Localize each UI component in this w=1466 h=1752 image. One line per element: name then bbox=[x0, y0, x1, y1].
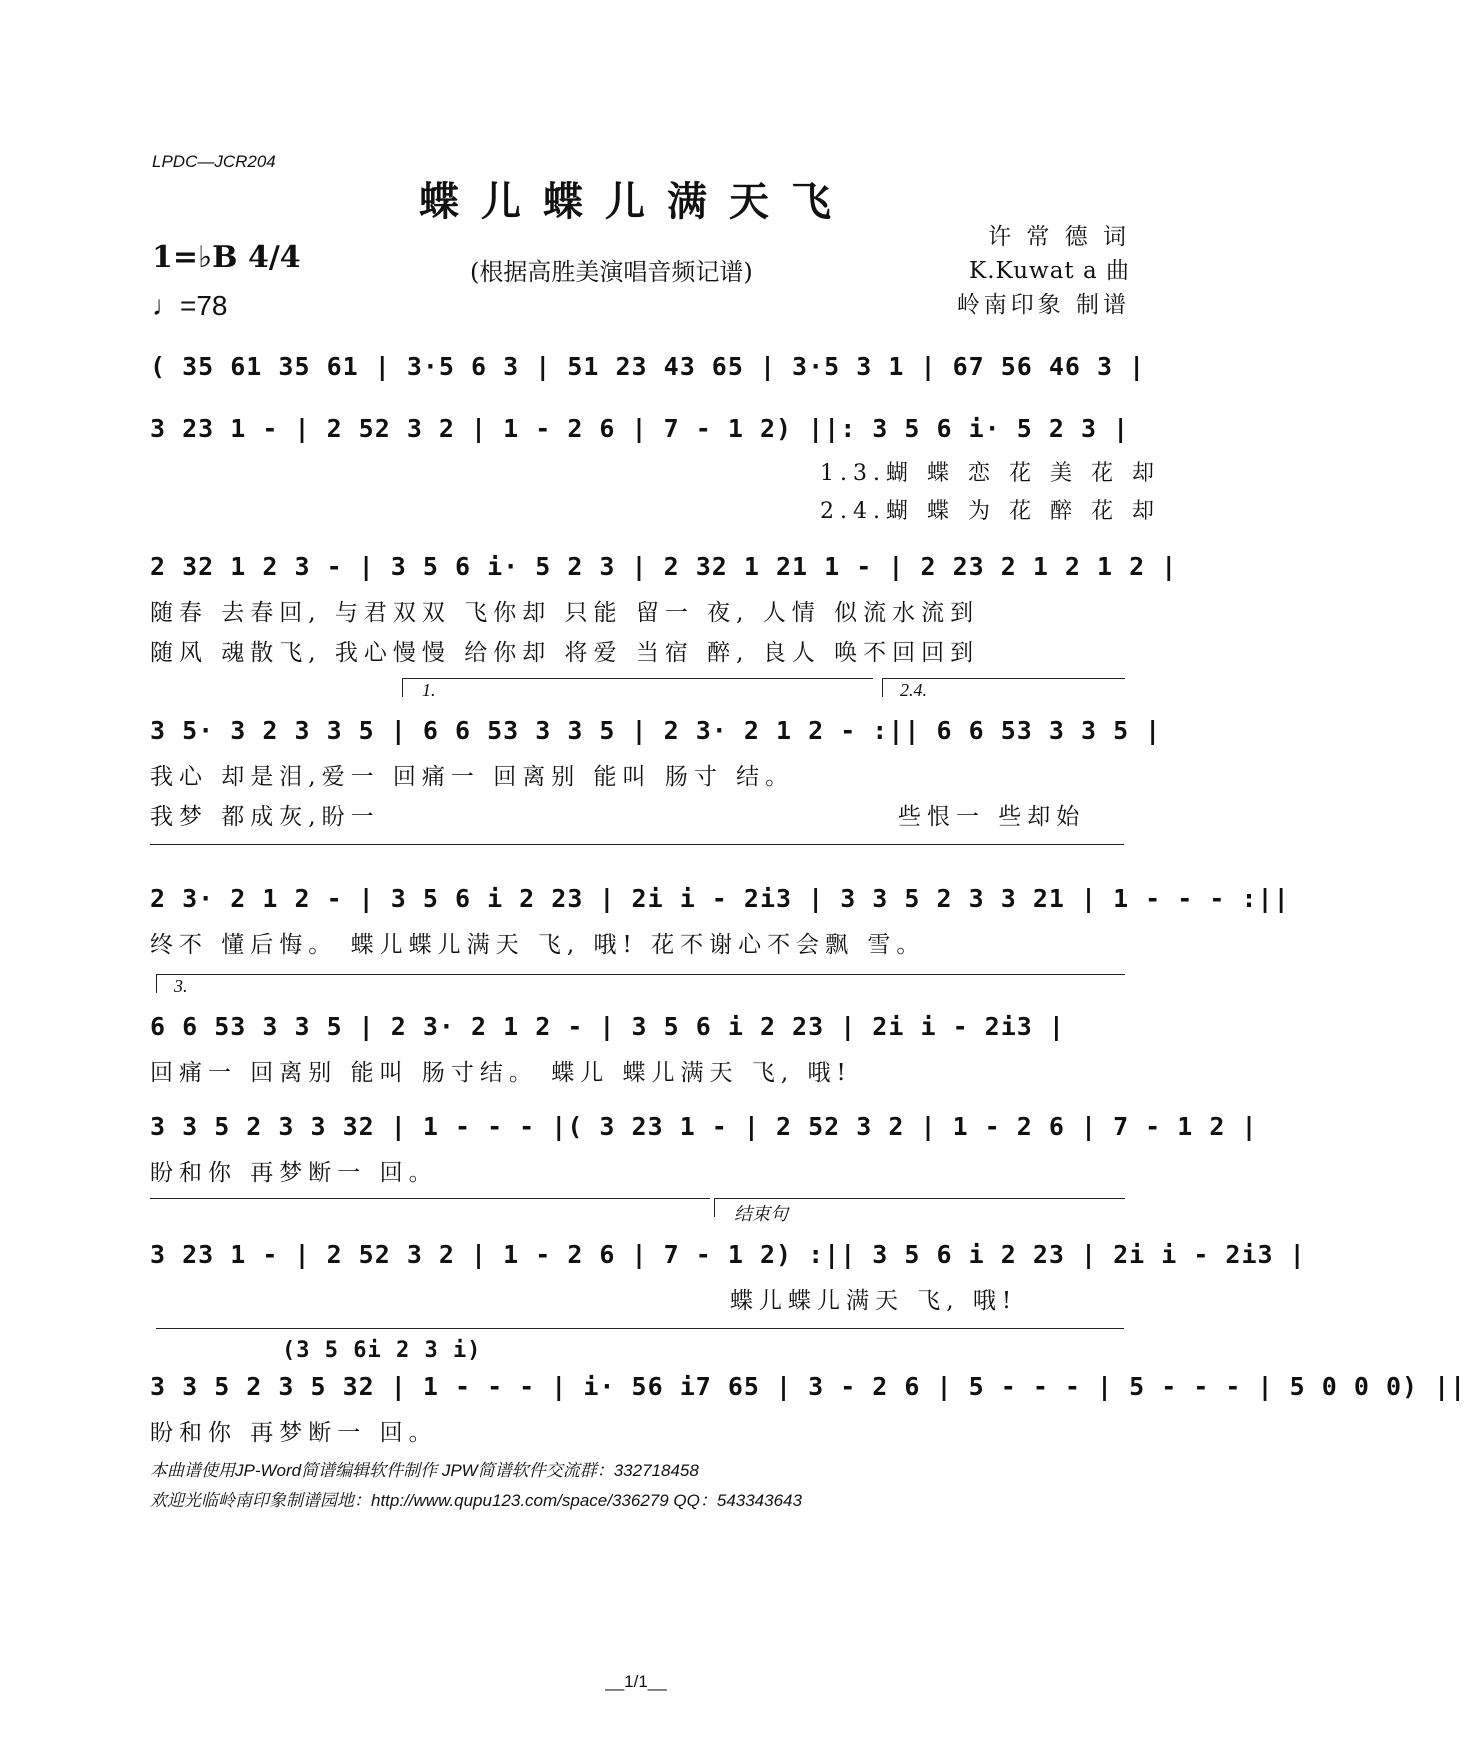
tempo-marking: ♩=78 bbox=[152, 290, 228, 321]
lyric-line-3a: 随春 去春回, 与君双双 飞你却 只能 留一 夜, 人情 似流水流到 bbox=[150, 600, 980, 626]
volta-bracket-1 bbox=[402, 678, 873, 697]
lyric-line-9: 盼和你 再梦断一 回。 bbox=[150, 1420, 438, 1446]
lyric-line-4b: 我梦 都成灰,盼一 bbox=[150, 804, 380, 830]
score-line-2: 3 23 1 - | 2 52 3 2 | 1 - 2 6 | 7 - 1 2) ||: 3 5 6 i· 5 2 3 | bbox=[150, 414, 1130, 443]
key-signature: 1=♭B 4/4 bbox=[152, 240, 301, 275]
score-line-1: ( 35 61 35 61 | 3·5 6 3 | 51 23 43 65 | 3·5 3 1 | 67 56 46 3 | bbox=[150, 352, 1146, 381]
score-line-9-above: (3 5 6i 2 3 i) bbox=[282, 1338, 482, 1363]
lyric-line-4b-cont: 些恨一 些却始 bbox=[898, 804, 1086, 830]
lyric-line-2a: 1.3.蝴 蝶 恋 花 美 花 却 bbox=[820, 461, 1160, 486]
composer-credit: K.Kuwat a 曲 bbox=[969, 258, 1130, 284]
score-line-6: 6 6 53 3 3 5 | 2 3· 2 1 2 - | 3 5 6 i 2 23 | 2i i - 2i3 | bbox=[150, 1012, 1065, 1041]
score-code: LPDC—JCR204 bbox=[152, 152, 276, 171]
lyric-line-2b: 2.4.蝴 蝶 为 花 醉 花 却 bbox=[820, 499, 1160, 524]
score-line-8: 3 23 1 - | 2 52 3 2 | 1 - 2 6 | 7 - 1 2) :|| 3 5 6 i 2 23 | 2i i - 2i3 | bbox=[150, 1240, 1306, 1269]
volta-line-3-cont bbox=[150, 1198, 710, 1199]
score-line-5: 2 3· 2 1 2 - | 3 5 6 i 2 23 | 2i i - 2i3 | 3 3 5 2 3 3 21 | 1 - - - :|| bbox=[150, 884, 1290, 913]
lyric-line-8: 蝶儿蝶儿满天 飞, 哦! bbox=[730, 1288, 1018, 1314]
lyricist-credit: 许 常 德 词 bbox=[988, 224, 1130, 250]
score-line-9: 3 3 5 2 3 5 32 | 1 - - - | i· 56 i7 65 | 3 - 2 6 | 5 - - - | 5 - - - | 5 0 0 0) || bbox=[150, 1372, 1466, 1401]
volta-line-24-cont bbox=[150, 844, 1124, 845]
volta-label-3: 3. bbox=[174, 976, 188, 996]
coda-label: 结束句 bbox=[734, 1204, 788, 1224]
score-line-3: 2 32 1 2 3 - | 3 5 6 i· 5 2 3 | 2 32 1 21 1 - | 2 23 2 1 2 1 2 | bbox=[150, 552, 1178, 581]
lyric-line-7: 盼和你 再梦断一 回。 bbox=[150, 1160, 438, 1186]
volta-label-1: 1. bbox=[422, 680, 436, 700]
volta-label-24: 2.4. bbox=[900, 680, 927, 700]
lyric-line-4a: 我心 却是泪,爱一 回痛一 回离别 能叫 肠寸 结。 bbox=[150, 764, 795, 790]
volta-bracket-3 bbox=[156, 974, 1125, 993]
lyric-line-6: 回痛一 回离别 能叫 肠寸结。 蝶儿 蝶儿满天 飞, 哦! bbox=[150, 1060, 852, 1086]
page-number: __1/1__ bbox=[605, 1672, 667, 1691]
lyric-line-5: 终不 懂后悔。 蝶儿蝶儿满天 飞, 哦! 花不谢心不会飘 雪。 bbox=[150, 932, 926, 958]
song-title: 蝶儿蝶儿满天飞 bbox=[419, 178, 853, 225]
score-line-4: 3 5· 3 2 3 3 5 | 6 6 53 3 3 5 | 2 3· 2 1 2 - :|| 6 6 53 3 3 5 | bbox=[150, 716, 1162, 745]
score-line-7: 3 3 5 2 3 3 32 | 1 - - - |( 3 23 1 - | 2 52 3 2 | 1 - 2 6 | 7 - 1 2 | bbox=[150, 1112, 1258, 1141]
coda-line-cont bbox=[156, 1328, 1124, 1329]
footer-software: 本曲谱使用JP-Word简谱编辑软件制作 JPW简谱软件交流群：332718458 bbox=[150, 1461, 699, 1480]
lyric-line-3b: 随风 魂散飞, 我心慢慢 给你却 将爱 当宿 醉, 良人 唤不回回到 bbox=[150, 640, 980, 666]
arranger-credit: 岭南印象 制谱 bbox=[956, 292, 1130, 318]
subtitle: (根据高胜美演唱音频记谱) bbox=[470, 258, 753, 286]
footer-site: 欢迎光临岭南印象制谱园地：http://www.qupu123.com/space/336279 QQ：543343643 bbox=[150, 1491, 802, 1510]
